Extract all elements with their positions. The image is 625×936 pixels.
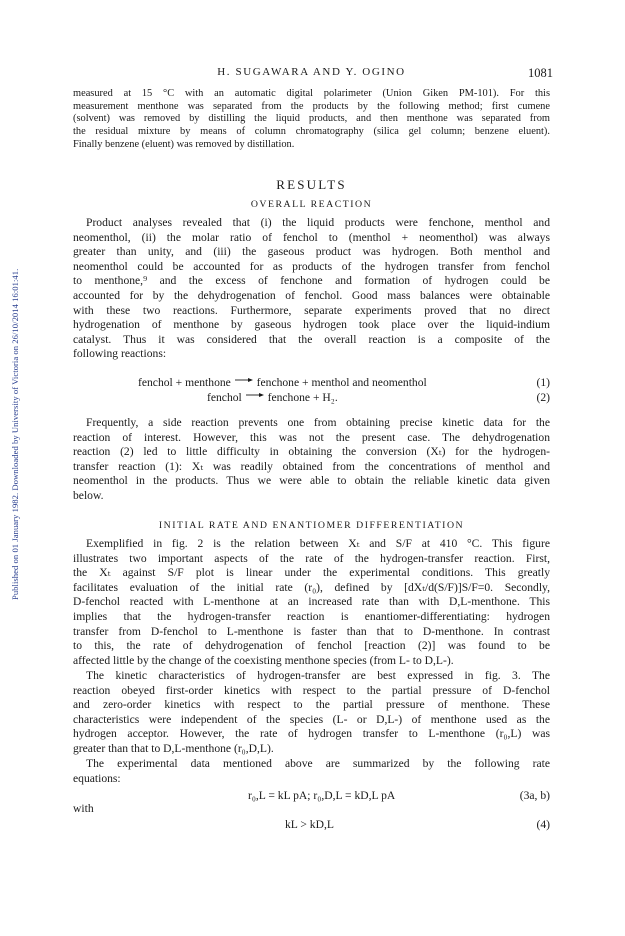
text-line: neomenthol, (ii) the molar ratio of fenchol to (menthol + neomenthol) was always bbox=[73, 230, 550, 244]
text-line: transfer reaction (1): Xₜ was readily obtained from the concentrations of menthol and bbox=[73, 459, 550, 473]
text-line: reaction of interest. However, this was not the present case. The dehydrogenation bbox=[73, 430, 550, 444]
text-line: equations: bbox=[73, 771, 121, 785]
text-line: measured at 15 °C with an automatic digital polarimeter (Union Giken PM-101). For this bbox=[73, 88, 550, 99]
text-line: D-fenchol reacted with L-menthone at an increased rate than with D,L-menthone. This bbox=[73, 595, 550, 609]
section-title: RESULTS bbox=[276, 177, 347, 192]
reaction-1-rhs: fenchone + menthol and neomenthol bbox=[256, 376, 427, 389]
reaction-2-rhs: fenchone + H₂. bbox=[267, 391, 338, 404]
paragraph-kinetics bbox=[73, 669, 550, 757]
rate-equation-3-number: (3a, b) bbox=[519, 789, 550, 802]
reaction-1-lhs: fenchol + menthone bbox=[138, 376, 231, 389]
text-line: Product analyses revealed that (i) the liquid products were fenchone, menthol and bbox=[86, 216, 550, 229]
text-line: affected little by the change of the coexisting menthone species (from L- to D,L-). bbox=[73, 653, 454, 667]
reaction-1 bbox=[138, 376, 427, 389]
text-line: to menthone,⁹ and the excess of fenchone and formation of hydrogen could be bbox=[73, 274, 550, 288]
text-line: greater than unity, and (iii) the gaseous product was hydrogen. Both menthol and bbox=[73, 245, 550, 259]
subsection-title-initial-rate: INITIAL RATE AND ENANTIOMER DIFFERENTIATION bbox=[158, 520, 465, 531]
text-line: facilitates evaluation of the initial rate (r₀), defined by [dXₜ/d(S/F)]S/F=0. Secondly, bbox=[73, 580, 550, 594]
text-line: accounted for by the dehydrogenation of fenchol. Good mass balances were obtainable bbox=[73, 288, 550, 302]
text-line: following reactions: bbox=[73, 347, 167, 361]
text-line: The experimental data mentioned above are summarized by the following rate bbox=[86, 757, 550, 770]
rate-equation-4: kL > kD,L bbox=[285, 818, 334, 831]
text-line: neomenthol could be accounted for as products of the hydrogen transfer from fenchol bbox=[73, 259, 550, 273]
page-number: 1081 bbox=[528, 66, 553, 80]
text-line: reaction obeyed first-order kinetics with respect to the partial pressure of D-fenchol bbox=[73, 683, 550, 697]
paragraph-side-reaction bbox=[73, 416, 550, 504]
with-word: with bbox=[73, 802, 94, 815]
text-line: the Xₜ against S/F plot is linear under the experimental conditions. This greatly bbox=[73, 566, 550, 580]
reaction-2-lhs: fenchol bbox=[207, 391, 242, 404]
text-line: to this, the rate of dehydrogenation of fenchol [reaction (2)] was found to be bbox=[73, 639, 550, 653]
paragraph-overall-reaction bbox=[73, 216, 550, 362]
download-watermark bbox=[3, 150, 20, 600]
text-line: Frequently, a side reaction prevents one from obtaining precise kinetic data for the bbox=[86, 416, 550, 429]
text-line: implies that the hydrogen-transfer reaction is enantiomer-differentiating: hydrogen bbox=[73, 609, 550, 623]
running-head bbox=[70, 66, 553, 82]
text-line: (solvent) was removed by distilling the liquid products, and then menthone was separated from bbox=[73, 113, 550, 125]
text-line: below. bbox=[73, 488, 104, 502]
text-line: with these two reactions. Furthermore, separate experiments proved that no direct bbox=[73, 303, 550, 317]
text-line: and zero-order kinetics with respect to the partial pressure of menthone. These bbox=[73, 698, 550, 712]
download-watermark-text: Published on 01 January 1982. Downloaded by University of Victoria on 26/10/2014 16:01:41. bbox=[10, 268, 20, 600]
text-line: characteristics were independent of the species (L- or D,L-) of menthone used as the bbox=[73, 712, 550, 726]
text-line: catalyst. Thus it was considered that the overall reaction is a composite of the bbox=[73, 332, 550, 346]
text-line: greater than that to D,L-menthone (r₀,D,L). bbox=[73, 741, 274, 755]
reaction-2-number: (2) bbox=[536, 391, 550, 404]
text-line: Exemplified in fig. 2 is the relation between Xₜ and S/F at 410 °C. This figure bbox=[86, 537, 550, 550]
paragraph-summary bbox=[73, 757, 550, 786]
text-line: The kinetic characteristics of hydrogen-transfer are best expressed in fig. 3. The bbox=[86, 669, 550, 682]
running-head-authors: H. SUGAWARA AND Y. OGINO bbox=[217, 66, 406, 78]
rate-equation-3: r₀,L = kL pA; r₀,D,L = kD,L pA bbox=[248, 789, 396, 802]
text-line: transfer from D-fenchol to L-menthone is faster than that to D-menthone. In contrast bbox=[73, 624, 550, 638]
text-line: the residual mixture by means of column chromatography (silica gel column; benzene eluent). bbox=[73, 126, 550, 138]
text-line: illustrates two important aspects of the rate of the hydrogen-transfer reaction. First, bbox=[73, 551, 550, 565]
text-line: hydrogen acceptor. However, the rate of hydrogen transfer to L-menthone (r₀,L) was bbox=[73, 727, 550, 741]
text-line: reaction (2) led to little difficulty in obtaining the conversion (Xₜ) for the hydrogen- bbox=[73, 445, 550, 459]
arrow-icon bbox=[245, 392, 265, 398]
reaction-2 bbox=[207, 391, 338, 404]
text-line: Finally benzene (eluent) was removed by distillation. bbox=[73, 138, 295, 150]
intro-paragraph bbox=[73, 88, 550, 152]
paragraph-initial-rate bbox=[73, 537, 550, 668]
rate-equation-4-number: (4) bbox=[536, 818, 550, 831]
text-line: measurement menthone was separated from the products by the following method; first cumene bbox=[73, 100, 550, 112]
arrow-icon bbox=[234, 377, 254, 383]
reaction-1-number: (1) bbox=[536, 376, 550, 389]
text-line: neomenthol in the products. Thus we were able to obtain the reliable kinetic data given bbox=[73, 474, 550, 488]
subsection-title-overall: OVERALL REACTION bbox=[250, 199, 373, 210]
text-line: hydrogenation of menthone by gaseous hydrogen took place over the liquid-indium bbox=[73, 318, 550, 332]
